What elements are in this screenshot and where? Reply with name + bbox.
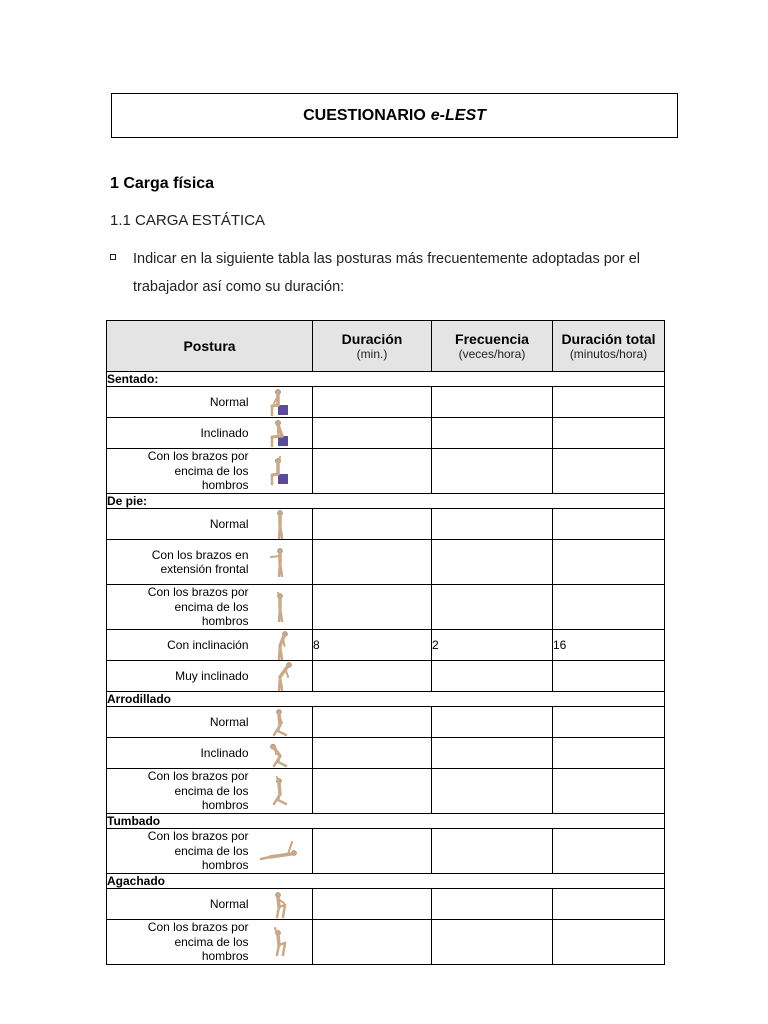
posture-figure-cell — [249, 387, 313, 418]
duracion-cell[interactable] — [313, 707, 432, 738]
posture-figure-cell — [249, 738, 313, 769]
posture-figure-cell — [249, 920, 313, 965]
table-row — [107, 769, 665, 814]
frecuencia-cell[interactable] — [432, 418, 553, 449]
posture-label: Con los brazos por encima de los hombros — [107, 920, 249, 965]
posture-figure-cell — [249, 630, 313, 661]
frecuencia-cell[interactable] — [432, 707, 553, 738]
table-row — [107, 540, 665, 585]
kneeling-inclined-figure-icon — [266, 738, 294, 768]
instruction-text: Indicar en la siguiente tabla las posturas más frecuentemente adoptadas por el trabajador así como su duración: — [133, 251, 641, 295]
total-cell[interactable] — [553, 661, 665, 692]
table-row — [107, 920, 665, 965]
posture-label: Inclinado — [107, 418, 249, 449]
duracion-cell[interactable] — [313, 418, 432, 449]
kneeling-arms-up-figure-icon — [266, 776, 294, 806]
table-header-row — [107, 321, 665, 372]
total-cell[interactable] — [553, 738, 665, 769]
crouching-normal-figure-icon — [266, 889, 294, 919]
posture-label: Inclinado — [107, 738, 249, 769]
standing-normal-figure-icon — [266, 509, 294, 539]
document-title: CUESTIONARIO — [303, 106, 426, 124]
posture-figure-cell — [249, 585, 313, 630]
kneeling-normal-figure-icon — [266, 707, 294, 737]
total-cell[interactable] — [553, 509, 665, 540]
posture-figure-cell — [249, 449, 313, 494]
group-row — [107, 372, 665, 387]
sitting-inclined-figure-icon — [266, 418, 294, 448]
duracion-cell[interactable] — [313, 920, 432, 965]
subsection-heading: 1.1 CARGA ESTÁTICA — [110, 212, 266, 229]
posture-label: Con los brazos en extensión frontal — [107, 540, 249, 585]
posture-label: Con los brazos por encima de los hombros — [107, 829, 249, 874]
posture-figure-cell — [249, 829, 313, 874]
header-frecuencia: Frecuencia (veces/hora) — [432, 321, 553, 372]
duracion-cell[interactable] — [313, 449, 432, 494]
total-cell[interactable] — [553, 889, 665, 920]
group-label: De pie: — [107, 494, 665, 509]
duracion-cell[interactable]: 8 — [313, 630, 432, 661]
duracion-cell[interactable] — [313, 661, 432, 692]
document-title-box — [111, 93, 678, 138]
table-row — [107, 387, 665, 418]
frecuencia-cell[interactable] — [432, 920, 553, 965]
standing-arms-up-figure-icon — [266, 592, 294, 622]
posture-label: Con los brazos por encima de los hombros — [107, 585, 249, 630]
total-cell[interactable]: 16 — [553, 630, 665, 661]
header-postura: Postura — [107, 321, 313, 372]
frecuencia-cell[interactable] — [432, 829, 553, 874]
table-row — [107, 707, 665, 738]
duracion-cell[interactable] — [313, 387, 432, 418]
frecuencia-cell[interactable] — [432, 509, 553, 540]
header-duracion-total: Duración total (minutos/hora) — [553, 321, 665, 372]
posture-figure-cell — [249, 769, 313, 814]
frecuencia-cell[interactable]: 2 — [432, 630, 553, 661]
group-label: Tumbado — [107, 814, 665, 829]
group-row — [107, 692, 665, 707]
frecuencia-cell[interactable] — [432, 585, 553, 630]
group-row — [107, 494, 665, 509]
sitting-arms-up-figure-icon — [266, 456, 294, 486]
posture-label: Normal — [107, 889, 249, 920]
standing-arms-front-figure-icon — [266, 547, 294, 577]
posture-figure-cell — [249, 418, 313, 449]
posture-label: Con los brazos por encima de los hombros — [107, 449, 249, 494]
posture-label: Normal — [107, 387, 249, 418]
posture-figure-cell — [249, 707, 313, 738]
group-row — [107, 814, 665, 829]
square-bullet-icon — [110, 254, 116, 260]
table-row — [107, 509, 665, 540]
table-row — [107, 630, 665, 661]
crouching-arms-up-figure-icon — [266, 927, 294, 957]
document-title-emphasis: e-LEST — [430, 106, 486, 124]
duracion-cell[interactable] — [313, 769, 432, 814]
frecuencia-cell[interactable] — [432, 738, 553, 769]
duracion-cell[interactable] — [313, 829, 432, 874]
posture-label: Normal — [107, 509, 249, 540]
group-label: Arrodillado — [107, 692, 665, 707]
duracion-cell[interactable] — [313, 509, 432, 540]
group-label: Sentado: — [107, 372, 665, 387]
posture-figure-cell — [249, 889, 313, 920]
section-heading: 1 Carga física — [110, 175, 215, 192]
posture-label: Muy inclinado — [107, 661, 249, 692]
total-cell[interactable] — [553, 540, 665, 585]
frecuencia-cell[interactable] — [432, 540, 553, 585]
table-row — [107, 449, 665, 494]
frecuencia-cell[interactable] — [432, 769, 553, 814]
header-duracion: Duración (min.) — [313, 321, 432, 372]
duracion-cell[interactable] — [313, 889, 432, 920]
posture-label: Normal — [107, 707, 249, 738]
posture-label: Con inclinación — [107, 630, 249, 661]
group-label: Agachado — [107, 874, 665, 889]
total-cell[interactable] — [553, 585, 665, 630]
standing-very-inclined-figure-icon — [266, 661, 294, 691]
table-row — [107, 585, 665, 630]
table-row — [107, 738, 665, 769]
standing-inclined-figure-icon — [266, 630, 294, 660]
total-cell[interactable] — [553, 418, 665, 449]
sitting-normal-figure-icon — [266, 387, 294, 417]
frecuencia-cell[interactable] — [432, 661, 553, 692]
total-cell[interactable] — [553, 707, 665, 738]
posture-label: Con los brazos por encima de los hombros — [107, 769, 249, 814]
postures-table — [106, 320, 665, 965]
total-cell[interactable] — [553, 920, 665, 965]
table-row — [107, 418, 665, 449]
total-cell[interactable] — [553, 387, 665, 418]
posture-figure-cell — [249, 509, 313, 540]
frecuencia-cell[interactable] — [432, 449, 553, 494]
table-row — [107, 661, 665, 692]
duracion-cell[interactable] — [313, 738, 432, 769]
frecuencia-cell[interactable] — [432, 889, 553, 920]
lying-arms-up-figure-icon — [258, 836, 302, 866]
total-cell[interactable] — [553, 449, 665, 494]
table-row — [107, 889, 665, 920]
table-row — [107, 829, 665, 874]
instruction-paragraph — [110, 245, 670, 301]
posture-figure-cell — [249, 661, 313, 692]
duracion-cell[interactable] — [313, 585, 432, 630]
group-row — [107, 874, 665, 889]
posture-figure-cell — [249, 540, 313, 585]
frecuencia-cell[interactable] — [432, 387, 553, 418]
total-cell[interactable] — [553, 829, 665, 874]
duracion-cell[interactable] — [313, 540, 432, 585]
total-cell[interactable] — [553, 769, 665, 814]
